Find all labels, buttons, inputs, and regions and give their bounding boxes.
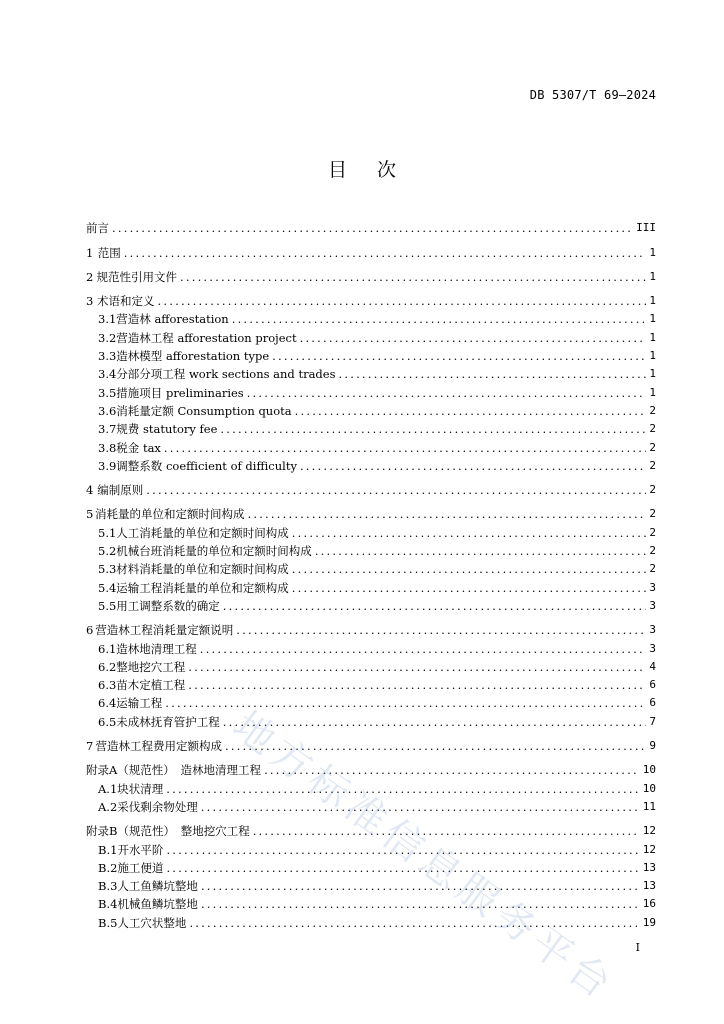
toc-entry[interactable] — [86, 292, 656, 310]
toc-entry-page: 2 — [649, 458, 656, 472]
toc-entry-label: 营造林工程费用定额构成 — [95, 739, 222, 754]
toc-subentry[interactable] — [86, 658, 656, 676]
toc-entry-number: 3.5 — [98, 385, 117, 400]
toc-entry-page: 1 — [649, 312, 656, 326]
page-number: I — [635, 941, 640, 954]
toc-leader-dots — [247, 505, 646, 523]
toc-leader-dots — [124, 244, 647, 262]
toc-subentry[interactable] — [86, 840, 656, 858]
toc-entry-label: 造林地清理工程 — [116, 641, 197, 656]
table-of-contents — [86, 219, 656, 932]
toc-leader-dots — [223, 713, 647, 731]
toc-entry-number: 3.3 — [98, 349, 117, 364]
page-title: 目次 — [327, 159, 426, 181]
toc-entry-number: 3.1 — [98, 312, 117, 327]
toc-leader-dots — [220, 420, 646, 438]
toc-entry-page: 2 — [649, 507, 656, 521]
toc-entry-page: 9 — [649, 739, 656, 753]
toc-leader-dots — [166, 859, 639, 877]
toc-leader-dots — [236, 621, 646, 639]
toc-leader-dots — [112, 219, 633, 237]
toc-entry-page: 1 — [649, 330, 656, 344]
toc-subentry[interactable] — [86, 779, 656, 797]
toc-entry-page: 12 — [642, 824, 656, 838]
toc-entry-label: 用工调整系数的确定 — [116, 598, 220, 613]
toc-entry-number: 3.6 — [98, 403, 117, 418]
toc-entry[interactable] — [86, 761, 656, 779]
toc-entry-page: 10 — [642, 781, 656, 795]
toc-subentry[interactable] — [86, 913, 656, 931]
toc-entry-page: 2 — [649, 440, 656, 454]
toc-subentry[interactable] — [86, 310, 656, 328]
toc-entry-label: 人工消耗量的单位和定额时间构成 — [116, 525, 289, 540]
toc-leader-dots — [292, 524, 647, 542]
toc-entry-label: 营造林工程消耗量定额说明 — [95, 623, 234, 638]
toc-leader-dots — [201, 877, 640, 895]
toc-entry-label: 开水平阶 — [117, 842, 164, 857]
toc-entry-number: 5.5 — [98, 598, 117, 613]
toc-entry-page: 12 — [642, 842, 656, 856]
toc-subentry[interactable] — [86, 347, 656, 365]
toc-entry-page: 6 — [649, 696, 656, 710]
toc-entry-number: A.2 — [98, 799, 118, 814]
toc-subentry[interactable] — [86, 798, 656, 816]
toc-entry-page: 1 — [649, 367, 656, 381]
toc-entry-page: 7 — [649, 714, 656, 728]
toc-subentry[interactable] — [86, 365, 656, 383]
toc-entry-label: 施工便道 — [117, 860, 164, 875]
toc-entry-number: 6.2 — [98, 659, 117, 674]
toc-entry[interactable] — [86, 268, 656, 286]
toc-entry-label: 税金 tax — [116, 440, 161, 455]
toc-entry-number: 5.2 — [98, 544, 117, 559]
toc-entry-label: 前言 — [86, 221, 109, 236]
toc-subentry[interactable] — [86, 694, 656, 712]
toc-entry-number: B.1 — [98, 842, 118, 857]
toc-leader-dots — [339, 365, 647, 383]
toc-entry-page: 1 — [649, 385, 656, 399]
toc-entry-label: 运输工程 — [116, 696, 163, 711]
toc-entry-page: 1 — [649, 269, 656, 283]
toc-leader-dots — [295, 402, 647, 420]
toc-subentry[interactable] — [86, 712, 656, 730]
toc-leader-dots — [300, 329, 647, 347]
toc-entry-label: 运输工程消耗量的单位和定额构成 — [116, 580, 289, 595]
toc-entry-label: 营造林工程 afforestation project — [116, 330, 297, 345]
toc-entry-number: B.2 — [98, 860, 118, 875]
toc-leader-dots — [315, 542, 647, 560]
toc-entry-number: 3.2 — [98, 330, 117, 345]
toc-entry-label: 规范性引用文件 — [96, 269, 177, 284]
toc-leader-dots — [158, 292, 647, 310]
toc-subentry[interactable] — [86, 438, 656, 456]
toc-entry-number: 3.4 — [98, 367, 117, 382]
toc-leader-dots — [253, 822, 640, 840]
toc-leader-dots — [166, 841, 639, 859]
toc-entry-page: 1 — [649, 245, 656, 259]
watermark: 地方标准信息服务平台 — [224, 702, 624, 1011]
toc-leader-dots — [200, 640, 647, 658]
toc-entry[interactable] — [86, 505, 656, 523]
toc-subentry[interactable] — [86, 877, 656, 895]
toc-leader-dots — [165, 694, 646, 712]
toc-entry-page: 2 — [649, 525, 656, 539]
toc-entry-number: 3.8 — [98, 440, 117, 455]
toc-entry-label: 范围 — [97, 245, 121, 260]
toc-entry-label: 编制原则 — [97, 483, 144, 498]
toc-entry-number: 5.3 — [98, 562, 117, 577]
toc-entry-page: 1 — [649, 349, 656, 363]
toc-entry-label: 材料消耗量的单位和定额时间构成 — [116, 562, 289, 577]
toc-entry-page: 11 — [642, 799, 656, 813]
toc-entry[interactable] — [86, 737, 656, 755]
toc-entry[interactable] — [86, 822, 656, 840]
document-id: DB 5307/T 69—2024 — [529, 88, 656, 102]
toc-entry-page: 3 — [649, 623, 656, 637]
toc-entry-label: 未成林抚育管护工程 — [116, 714, 220, 729]
toc-subentry[interactable] — [86, 597, 656, 615]
toc-entry-page: 2 — [649, 562, 656, 576]
toc-leader-dots — [247, 384, 647, 402]
toc-entry-label: 机械鱼鳞坑整地 — [117, 897, 198, 912]
toc-entry-number: 3 — [86, 294, 94, 309]
toc-leader-dots — [232, 310, 647, 328]
toc-entry-page: 3 — [649, 580, 656, 594]
toc-leader-dots — [272, 347, 646, 365]
toc-entry-page: 19 — [642, 915, 656, 929]
toc-leader-dots — [166, 780, 639, 798]
toc-subentry[interactable] — [86, 457, 656, 475]
toc-subentry[interactable] — [86, 676, 656, 694]
toc-leader-dots — [223, 597, 647, 615]
toc-entry-page: 6 — [649, 678, 656, 692]
toc-entry-number: 4 — [86, 483, 94, 498]
toc-entry-number: 5.1 — [98, 525, 117, 540]
toc-leader-dots — [300, 457, 646, 475]
toc-entry-number: 7 — [86, 739, 94, 754]
toc-entry-label: 消耗量的单位和定额时间构成 — [94, 507, 245, 522]
toc-entry-page: 2 — [649, 422, 656, 436]
toc-subentry[interactable] — [86, 578, 656, 596]
toc-entry-number: 6 — [86, 623, 94, 638]
toc-entry-label: 附录B（规范性） 整地挖穴工程 — [86, 824, 250, 839]
toc-entry-number: 3.9 — [98, 458, 117, 473]
toc-entry[interactable] — [86, 621, 656, 639]
toc-leader-dots — [188, 676, 646, 694]
toc-entry-label: 采伐剩余物处理 — [117, 799, 198, 814]
toc-entry-label: 人工穴状整地 — [117, 915, 187, 930]
toc-subentry[interactable] — [86, 523, 656, 541]
toc-subentry[interactable] — [86, 859, 656, 877]
toc-entry-label: 术语和定义 — [97, 294, 155, 309]
toc-entry-label: 调整系数 coefficient of difficulty — [116, 458, 297, 473]
toc-subentry[interactable] — [86, 895, 656, 913]
toc-entry-page: 4 — [649, 659, 656, 673]
toc-leader-dots — [225, 737, 646, 755]
toc-entry-label: 苗木定植工程 — [116, 678, 186, 693]
toc-subentry[interactable] — [86, 420, 656, 438]
toc-entry-page: 2 — [649, 403, 656, 417]
toc-subentry[interactable] — [86, 560, 656, 578]
toc-entry-number: 2 — [86, 269, 94, 284]
toc-entry-page: III — [636, 221, 656, 235]
toc-entry[interactable] — [86, 481, 656, 499]
toc-entry-label: 人工鱼鳞坑整地 — [117, 879, 198, 894]
toc-entry-label: 消耗量定额 Consumption quota — [116, 403, 292, 418]
toc-entry-number: 1 — [86, 245, 94, 260]
toc-entry-page: 3 — [649, 641, 656, 655]
toc-leader-dots — [264, 761, 640, 779]
toc-entry-page: 13 — [642, 879, 656, 893]
toc-leader-dots — [201, 895, 640, 913]
toc-entry-number: 6.3 — [98, 678, 117, 693]
toc-leader-dots — [146, 481, 646, 499]
toc-entry-number: 6.4 — [98, 696, 117, 711]
toc-leader-dots — [292, 560, 647, 578]
toc-entry-page: 3 — [649, 598, 656, 612]
toc-subentry[interactable] — [86, 542, 656, 560]
toc-leader-dots — [189, 914, 639, 932]
toc-leader-dots — [180, 268, 646, 286]
toc-entry-number: 5.4 — [98, 580, 117, 595]
toc-entry-label: 附录A（规范性） 造林地清理工程 — [86, 763, 262, 778]
toc-entry-number: A.1 — [98, 781, 118, 796]
toc-leader-dots — [164, 439, 646, 457]
toc-entry-number: B.4 — [98, 897, 118, 912]
toc-subentry[interactable] — [86, 402, 656, 420]
toc-entry-number: 3.7 — [98, 422, 117, 437]
toc-entry-label: 分部分项工程 work sections and trades — [116, 367, 336, 382]
toc-entry-page: 10 — [642, 763, 656, 777]
toc-entry-page: 2 — [649, 483, 656, 497]
toc-entry-page: 13 — [642, 860, 656, 874]
toc-entry-label: 整地挖穴工程 — [116, 659, 186, 674]
toc-entry-number: B.3 — [98, 879, 118, 894]
toc-entry-label: 措施项目 preliminaries — [116, 385, 244, 400]
toc-entry[interactable] — [86, 219, 656, 237]
toc-entry-label: 机械台班消耗量的单位和定额时间构成 — [116, 544, 312, 559]
toc-entry-number: B.5 — [98, 915, 118, 930]
toc-leader-dots — [201, 798, 640, 816]
toc-entry-label: 规费 statutory fee — [116, 422, 218, 437]
toc-entry-label: 块状清理 — [117, 781, 164, 796]
toc-subentry[interactable] — [86, 383, 656, 401]
toc-entry-number: 5 — [86, 507, 94, 522]
toc-subentry[interactable] — [86, 328, 656, 346]
toc-entry-number: 6.5 — [98, 714, 117, 729]
toc-leader-dots — [188, 658, 646, 676]
toc-entry-page: 2 — [649, 544, 656, 558]
toc-entry[interactable] — [86, 243, 656, 261]
toc-entry-page: 16 — [642, 897, 656, 911]
toc-entry-label: 营造林 afforestation — [116, 312, 229, 327]
toc-entry-number: 6.1 — [98, 641, 117, 656]
toc-entry-label: 造林模型 afforestation type — [116, 349, 270, 364]
toc-leader-dots — [292, 579, 647, 597]
toc-entry-page: 1 — [649, 294, 656, 308]
toc-subentry[interactable] — [86, 639, 656, 657]
